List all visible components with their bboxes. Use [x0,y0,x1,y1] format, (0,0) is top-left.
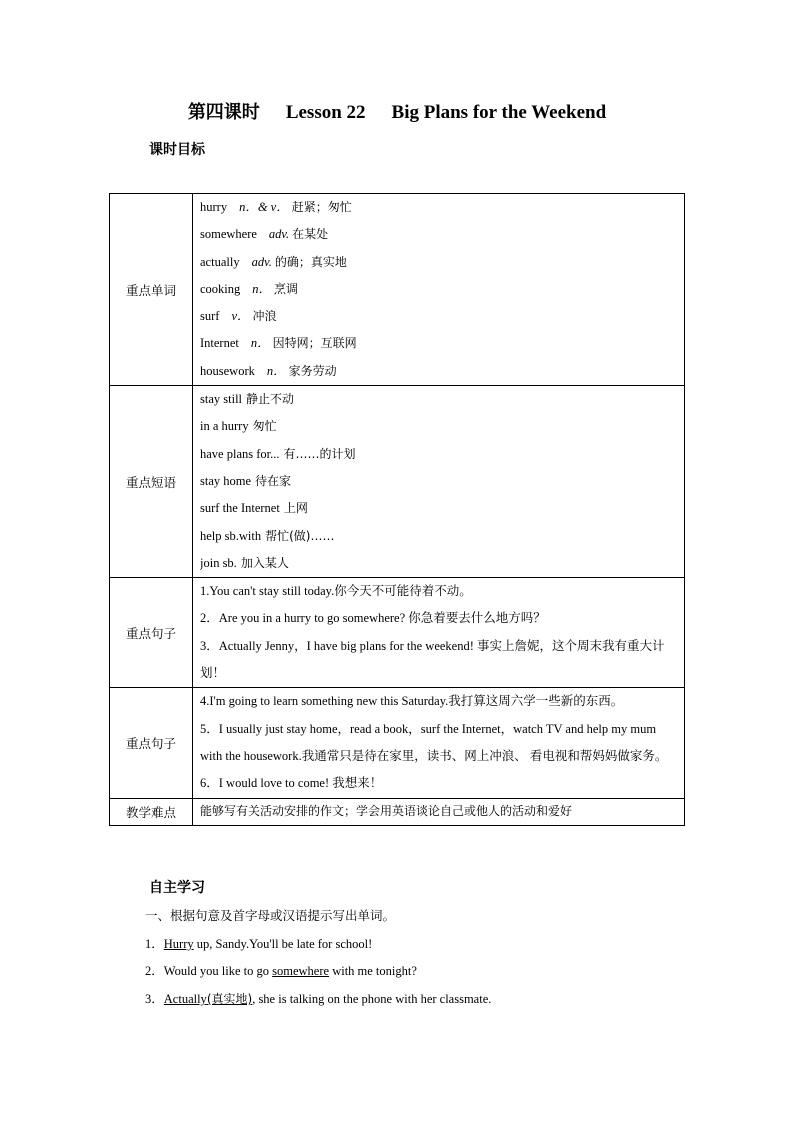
key-phrase-item [200,550,678,577]
phrase-en: have plans for... [200,446,280,461]
objectives-heading: 课时目标 [149,142,205,158]
part-of-speech: v． [231,309,250,324]
difficulty-label: 教学难点 [110,798,193,825]
part-of-speech: n． [266,363,286,378]
key-word-item [200,303,678,330]
word: somewhere [200,227,257,242]
key-word-item [200,221,678,248]
key-word-item [200,194,678,221]
phrase-cn: 上网 [283,501,308,516]
word: hurry [200,200,228,214]
key-phrase-item [200,441,678,468]
key-word-item [200,249,678,276]
sentence-item: 2．Are you in a hurry to go somewhere? 你急着要去什么地方吗？ [200,611,546,626]
answer-blank: Hurry [163,937,194,951]
exercise-instruction: 一、根据句意及首字母或汉语提示写出单词。 [145,908,396,923]
word: housework [200,363,255,378]
question-number: 2． [145,964,164,978]
part-of-speech: adv. [268,227,290,242]
key-phrases-label: 重点短语 [110,386,193,578]
question-text: up, Sandy.You'll be late for school! [193,937,373,951]
part-of-speech: n． [250,336,270,351]
phrase-en: join sb. [200,555,237,570]
part-of-speech: adv. [251,254,272,269]
sentence-item: 4.I'm going to learn something new this Saturday.我打算这周六学一些新的东西。 [200,694,624,709]
part-of-speech: n．& v． [239,200,289,214]
question-3 [145,989,491,1007]
phrase-en: in a hurry [200,419,249,434]
phrase-en: help sb.with [200,528,262,543]
meaning: 的确；真实地 [274,254,347,269]
question-1 [145,934,372,952]
key-words-label: 重点单词 [110,194,193,386]
key-word-item [200,358,678,385]
self-study-heading: 自主学习 [149,880,205,896]
sentence-item: 6．I would love to come! 我想来！ [200,776,383,791]
question-number: 1． [145,937,164,951]
question-text: Would you like to go [163,964,273,978]
key-sentences-list-2 [193,688,685,798]
question-number: 3． [145,992,164,1006]
lesson-topic: Big Plans for the Weekend [391,102,607,123]
meaning: 在某处 [292,227,329,242]
sentence-item: 1.You can't stay still today.你今天不可能待着不动。 [200,584,472,599]
lesson-objectives-table [109,193,685,826]
phrase-en: surf the Internet [200,501,280,516]
question-text: , she is talking on the phone with her classmate. [252,992,492,1006]
phrase-cn: 加入某人 [240,555,289,570]
phrase-en: stay home [200,473,252,488]
phrase-cn: 帮忙(做)…… [265,528,335,543]
answer-blank: somewhere [272,964,330,978]
question-text: with me tonight? [329,964,417,978]
meaning: 冲浪 [252,309,277,324]
phrase-cn: 匆忙 [252,419,277,434]
key-phrase-item [200,413,678,440]
key-sentences-list-1 [193,578,685,688]
key-word-item [200,330,678,357]
key-word-item [200,276,678,303]
meaning: 烹调 [274,281,299,296]
phrase-cn: 待在家 [255,473,292,488]
difficulty-text: 能够写有关活动安排的作文；学会用英语谈论自己或他人的活动和爱好 [193,798,685,825]
lesson-number: Lesson 22 [285,102,366,123]
answer-blank: Actually(真实地) [163,992,253,1006]
word: cooking [200,281,241,296]
phrase-cn: 有……的计划 [283,446,356,461]
sentence-item: 3．Actually Jenny，I have big plans for the weekend! 事实上詹妮，这个周末我有重大计划！ [200,638,665,681]
key-sentences-row-1 [110,578,685,688]
meaning: 家务劳动 [288,363,337,378]
part-of-speech: n． [252,281,272,296]
key-words-row [110,194,685,386]
key-words-list [193,194,685,386]
difficulty-row [110,798,685,825]
lesson-cn: 第四课时 [187,102,260,123]
key-sentences-row-2 [110,688,685,798]
word: surf [200,309,220,324]
page-title [0,98,794,124]
key-phrase-item [200,386,678,413]
key-phrase-item [200,495,678,522]
sentence-item: 5．I usually just stay home，read a book，surf the Internet，watch TV and help my mum with the housework.我通常只是待在家里，读书、网上冲浪、 看电视和帮妈妈做家务。 [200,721,668,763]
phrase-cn: 静止不动 [246,392,295,407]
key-phrase-item [200,468,678,495]
key-phrases-list [193,386,685,578]
key-phrase-item [200,523,678,550]
word: Internet [200,336,239,351]
key-phrases-row [110,386,685,578]
meaning: 因特网；互联网 [272,336,357,351]
word: actually [200,254,240,269]
question-2 [145,961,417,979]
phrase-en: stay still [200,392,243,407]
meaning: 赶紧；匆忙 [291,200,352,214]
key-sentences-label-1: 重点句子 [110,578,193,688]
key-sentences-label-2: 重点句子 [110,688,193,798]
